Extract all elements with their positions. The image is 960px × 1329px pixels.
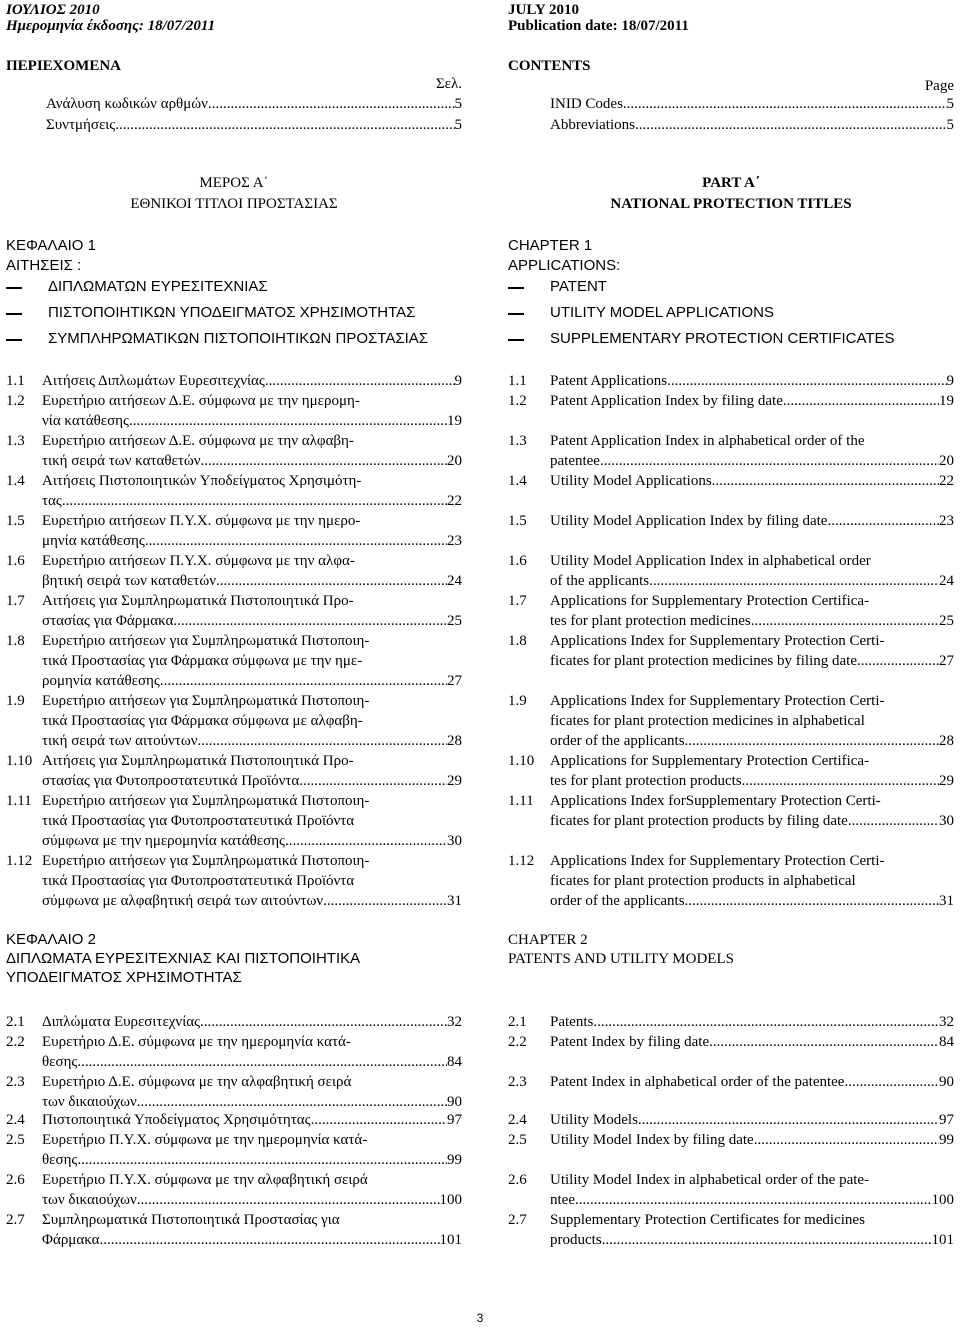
toc-entry-number: 2.3 bbox=[6, 1074, 25, 1090]
dot-leader bbox=[137, 1190, 440, 1210]
toc-entry-page: 20 bbox=[447, 453, 462, 469]
toc-entry-text: Ευρετήριο αιτήσεων για Συμπληρωματικά Πιστοποιη- bbox=[42, 853, 370, 869]
toc-entry-number: 2.3 bbox=[508, 1074, 527, 1090]
toc-entry-line bbox=[508, 871, 954, 891]
toc-entry-text: Patent Application Index in alphabetical order of the bbox=[550, 433, 865, 449]
toc-entry-line bbox=[6, 1210, 462, 1230]
toc-entry-line bbox=[6, 1052, 462, 1072]
dot-leader bbox=[575, 1190, 932, 1210]
toc-entry-number: 2.5 bbox=[6, 1132, 25, 1148]
header-date: Publication date: 18/07/2011 bbox=[508, 18, 689, 34]
dot-leader bbox=[848, 811, 939, 831]
toc-entry-page: 24 bbox=[939, 573, 954, 589]
toc-entry-number: 1.5 bbox=[508, 513, 527, 529]
toc-entry-line bbox=[508, 1072, 954, 1092]
toc-entry-line bbox=[6, 731, 462, 751]
dot-leader bbox=[216, 571, 447, 591]
toc-entry-number: 1.10 bbox=[6, 753, 33, 769]
dot-leader bbox=[754, 1130, 939, 1150]
dot-leader bbox=[857, 651, 939, 671]
toc-entry-line bbox=[6, 1072, 462, 1092]
toc-entry-text: products bbox=[550, 1232, 602, 1248]
toc-entry-text: order of the applicants bbox=[550, 733, 685, 749]
toc-entry-text: Patent Application Index by filing date bbox=[550, 393, 783, 409]
toc-entry-page: 100 bbox=[439, 1192, 462, 1208]
toc-entry-line bbox=[508, 551, 954, 571]
chapter-title: PATENTS AND UTILITY MODELS bbox=[508, 951, 734, 967]
toc-entry-number: 1.8 bbox=[6, 633, 25, 649]
toc-entry-text: σύμφωνα με την ημερομηνία κατάθεσης bbox=[42, 833, 285, 849]
toc-entry-text: Patents bbox=[550, 1014, 594, 1030]
dash-bullet bbox=[508, 287, 524, 289]
toc-entry-line bbox=[508, 371, 954, 391]
toc-entry-number: 1.11 bbox=[6, 793, 32, 809]
toc-entry-text: Utility Model Application Index by filing date bbox=[550, 513, 828, 529]
toc-entry-text: μηνία κατάθεσης bbox=[42, 533, 145, 549]
header-date: Ημερομηνία έκδοσης: 18/07/2011 bbox=[6, 18, 216, 34]
toc-entry-line bbox=[508, 1032, 954, 1052]
toc-entry-number: 2.6 bbox=[508, 1172, 527, 1188]
toc-entry-page: 19 bbox=[447, 413, 462, 429]
toc-entry-text: Ευρετήριο Δ.Ε. σύμφωνα με την ημερομηνία κατά- bbox=[42, 1034, 351, 1050]
toc-entry-text: Διπλώματα Ευρεσιτεχνίας bbox=[42, 1014, 201, 1030]
toc-entry-text: ρομηνία κατάθεσης bbox=[42, 673, 160, 689]
toc-entry-text: Applications Index for Supplementary Protection Certi- bbox=[550, 853, 885, 869]
toc-entry-number: 1.2 bbox=[508, 393, 527, 409]
dot-leader bbox=[62, 491, 447, 511]
toc-entry-line bbox=[6, 1092, 462, 1112]
toc-entry-text: τικά Προστασίας για Φάρμακα σύμφωνα με την ημε- bbox=[42, 653, 363, 669]
toc-entry-text: Φάρμακα bbox=[42, 1232, 100, 1248]
dot-leader bbox=[285, 831, 447, 851]
contents-title: CONTENTS bbox=[508, 58, 591, 74]
chapter-heading: CHAPTER 1 bbox=[508, 237, 593, 254]
part-title: PART A΄ bbox=[702, 175, 760, 191]
toc-entry-text: Αιτήσεις Διπλωμάτων Ευρεσιτεχνίας bbox=[42, 373, 265, 389]
toc-entry-line bbox=[508, 711, 954, 731]
toc-entry-page: 29 bbox=[447, 773, 462, 789]
toc-entry-line bbox=[508, 651, 954, 671]
toc-entry-text: Ευρετήριο Π.Υ.Χ. σύμφωνα με την αλφαβητική σειρά bbox=[42, 1172, 368, 1188]
toc-entry-number: 2.1 bbox=[6, 1014, 25, 1030]
dot-leader bbox=[742, 771, 939, 791]
toc-entry-line bbox=[6, 371, 462, 391]
toc-entry-page: 19 bbox=[939, 393, 954, 409]
toc-entry-number: 1.5 bbox=[6, 513, 25, 529]
toc-entry-page: 31 bbox=[447, 893, 462, 909]
header-month: ΙΟΥΛΙΟΣ 2010 bbox=[6, 2, 100, 18]
toc-entry-page: 90 bbox=[447, 1094, 462, 1110]
toc-entry-text: Ευρετήριο Δ.Ε. σύμφωνα με την αλφαβητική σειρά bbox=[42, 1074, 352, 1090]
toc-entry-number: 2.7 bbox=[6, 1212, 25, 1228]
toc-entry-text: patentee bbox=[550, 453, 600, 469]
toc-entry-text: Ευρετήριο Π.Υ.Χ. σύμφωνα με την ημερομηνία κατά- bbox=[42, 1132, 368, 1148]
part-title: ΜΕΡΟΣ Α΄ bbox=[199, 175, 269, 191]
toc-entry-line bbox=[6, 411, 462, 431]
toc-entry-page: 29 bbox=[939, 773, 954, 789]
toc-entry-line bbox=[6, 691, 462, 711]
toc-entry-text: Πιστοποιητικά Υποδείγματος Χρησιμότητας bbox=[42, 1112, 311, 1128]
dot-leader bbox=[160, 671, 447, 691]
dot-leader bbox=[844, 1072, 939, 1092]
toc-entry-page: 84 bbox=[939, 1034, 954, 1050]
toc-entry-text: στασίας για Φάρμακα bbox=[42, 613, 174, 629]
toc-entry-number: 2.5 bbox=[508, 1132, 527, 1148]
toc-entry-line bbox=[508, 771, 954, 791]
toc-entry-page: 97 bbox=[939, 1112, 954, 1128]
toc-entry-line bbox=[6, 1190, 462, 1210]
toc-entry-text: Ευρετήριο αιτήσεων για Συμπληρωματικά Πιστοποιη- bbox=[42, 633, 370, 649]
toc-entry-text: Utility Model Index by filing date bbox=[550, 1132, 754, 1148]
toc-entry-number: 1.3 bbox=[508, 433, 527, 449]
toc-entry-number: 2.7 bbox=[508, 1212, 527, 1228]
toc-entry-text: Αιτήσεις για Συμπληρωματικά Πιστοποιητικά Προ- bbox=[42, 593, 354, 609]
toc-entry-text: στασίας για Φυτοπροστατευτικά Προϊόντα bbox=[42, 773, 300, 789]
toc-entry-text: Utility Models bbox=[550, 1112, 638, 1128]
toc-entry-line bbox=[6, 631, 462, 651]
dot-leader bbox=[197, 731, 447, 751]
toc-entry-line bbox=[6, 491, 462, 511]
header-month: JULY 2010 bbox=[508, 2, 579, 18]
toc-entry-page: 27 bbox=[939, 653, 954, 669]
page-column-label: Page bbox=[924, 78, 954, 94]
chapter-title: ΔΙΠΛΩΜΑΤΑ ΕΥΡΕΣΙΤΕΧΝΙΑΣ ΚΑΙ ΠΙΣΤΟΠΟΙΗΤΙΚΑ bbox=[6, 950, 361, 967]
toc-entry-line bbox=[508, 1170, 954, 1190]
dot-leader bbox=[129, 411, 447, 431]
toc-entry-text: tes for plant protection products bbox=[550, 773, 742, 789]
toc-entry-page: 30 bbox=[939, 813, 954, 829]
toc-entry-line bbox=[508, 1230, 954, 1250]
toc-entry-line bbox=[6, 431, 462, 451]
toc-entry-number: 1.12 bbox=[6, 853, 33, 869]
toc-entry-text: Ευρετήριο αιτήσεων για Συμπληρωματικά Πιστοποιη- bbox=[42, 793, 370, 809]
toc-entry-line bbox=[6, 811, 462, 831]
toc-entry-page: 31 bbox=[939, 893, 954, 909]
toc-entry-line bbox=[508, 1210, 954, 1230]
toc-entry-text: Applications for Supplementary Protection Certifica- bbox=[550, 593, 870, 609]
dot-leader bbox=[685, 731, 939, 751]
toc-entry-text: Applications Index forSupplementary Protection Certi- bbox=[550, 793, 881, 809]
toc-entry-line bbox=[6, 1230, 462, 1250]
toc-entry-page: 97 bbox=[447, 1112, 462, 1128]
toc-entry-page: 32 bbox=[447, 1014, 462, 1030]
toc-entry-page: 100 bbox=[931, 1192, 954, 1208]
toc-entry-line bbox=[6, 591, 462, 611]
toc-entry-number: 1.9 bbox=[6, 693, 25, 709]
toc-entry-page: 99 bbox=[447, 1152, 462, 1168]
toc-entry-text: Patent Index by filing date bbox=[550, 1034, 710, 1050]
toc-entry-text: Patent Index in alphabetical order of the patentee bbox=[550, 1074, 845, 1090]
dot-leader bbox=[299, 771, 447, 791]
toc-entry-page: 22 bbox=[447, 493, 462, 509]
dot-leader bbox=[667, 371, 946, 391]
front-entry: Συντμήσεις ..... 5 bbox=[6, 115, 462, 135]
dash-item: SUPPLEMENTARY PROTECTION CERTIFICATES bbox=[550, 330, 895, 347]
toc-entry-number: 1.6 bbox=[508, 553, 527, 569]
dot-leader bbox=[137, 1092, 447, 1112]
toc-entry-text: ficates for plant protection medicines in alphabetical bbox=[550, 713, 865, 729]
toc-entry-line bbox=[6, 471, 462, 491]
toc-entry-text: ficates for plant protection medicines by filing date bbox=[550, 653, 857, 669]
toc-entry-page: 101 bbox=[439, 1232, 462, 1248]
toc-entry-line bbox=[6, 891, 462, 911]
dot-leader bbox=[709, 1032, 939, 1052]
dot-leader bbox=[649, 571, 939, 591]
toc-entry-number: 2.2 bbox=[508, 1034, 527, 1050]
dot-leader bbox=[638, 1110, 939, 1130]
toc-entry-number: 2.1 bbox=[508, 1014, 527, 1030]
dot-leader bbox=[685, 891, 939, 911]
toc-entry-number: 1.1 bbox=[6, 373, 25, 389]
toc-entry-page: 27 bbox=[447, 673, 462, 689]
toc-entry-number: 1.4 bbox=[6, 473, 25, 489]
toc-entry-text: ficates for plant protection products in alphabetical bbox=[550, 873, 856, 889]
toc-entry-number: 2.4 bbox=[508, 1112, 527, 1128]
toc-entry-text: order of the applicants bbox=[550, 893, 685, 909]
chapter-heading: ΚΕΦΑΛΑΙΟ 2 bbox=[6, 931, 96, 948]
toc-entry-text: ntee bbox=[550, 1192, 575, 1208]
toc-entry-line bbox=[508, 791, 954, 811]
toc-entry-page: 25 bbox=[447, 613, 462, 629]
toc-entry-page: 84 bbox=[447, 1054, 462, 1070]
toc-entry-line bbox=[508, 891, 954, 911]
toc-entry-number: 1.3 bbox=[6, 433, 25, 449]
dot-leader bbox=[600, 451, 939, 471]
toc-entry-page: 99 bbox=[939, 1132, 954, 1148]
dot-leader bbox=[173, 611, 447, 631]
toc-entry-line bbox=[508, 471, 954, 491]
dash-item: ΔΙΠΛΩΜΑΤΩΝ ΕΥΡΕΣΙΤΕΧΝΙΑΣ bbox=[48, 278, 268, 295]
toc-entry-line bbox=[6, 1032, 462, 1052]
toc-entry-line bbox=[508, 511, 954, 531]
toc-entry-page: 101 bbox=[931, 1232, 954, 1248]
toc-entry-line bbox=[6, 551, 462, 571]
contents-title: ΠΕΡΙΕΧΟΜΕΝΑ bbox=[6, 58, 122, 74]
toc-entry-line bbox=[508, 811, 954, 831]
toc-entry-page: 9 bbox=[946, 373, 954, 389]
toc-entry-line bbox=[6, 1110, 462, 1130]
toc-entry-line bbox=[6, 771, 462, 791]
toc-entry-page: 22 bbox=[939, 473, 954, 489]
part-subtitle: ΕΘΝΙΚΟΙ ΤΙΤΛΟΙ ΠΡΟΣΤΑΣΙΑΣ bbox=[130, 196, 338, 212]
dot-leader bbox=[145, 531, 447, 551]
toc-entry-text: ficates for plant protection products by filing date bbox=[550, 813, 848, 829]
toc-entry-text: Ευρετήριο αιτήσεων για Συμπληρωματικά Πιστοποιη- bbox=[42, 693, 370, 709]
toc-entry-number: 1.2 bbox=[6, 393, 25, 409]
toc-entry-text: tes for plant protection medicines bbox=[550, 613, 751, 629]
part-subtitle: NATIONAL PROTECTION TITLES bbox=[610, 196, 852, 212]
toc-entry-text: τική σειρά των καταθετών bbox=[42, 453, 201, 469]
dot-leader bbox=[100, 1230, 440, 1250]
applications-label: APPLICATIONS: bbox=[508, 257, 621, 274]
dot-leader bbox=[323, 891, 447, 911]
toc-entry-text: Ευρετήριο αιτήσεων Π.Υ.Χ. σύμφωνα με την ημερο- bbox=[42, 513, 361, 529]
toc-entry-page: 90 bbox=[939, 1074, 954, 1090]
toc-entry-number: 1.10 bbox=[508, 753, 535, 769]
toc-entry-text: Συμπληρωματικά Πιστοποιητικά Προστασίας για bbox=[42, 1212, 340, 1228]
toc-entry-line bbox=[508, 611, 954, 631]
dot-leader bbox=[265, 371, 455, 391]
toc-entry-line bbox=[508, 391, 954, 411]
toc-entry-text: Applications Index for Supplementary Protection Certi- bbox=[550, 693, 885, 709]
front-entry: Abbreviations ..... 5 bbox=[508, 115, 954, 135]
toc-entry-text: Αιτήσεις Πιστοποιητικών Υποδείγματος Χρησιμότη- bbox=[42, 473, 362, 489]
dash-item: UTILITY MODEL APPLICATIONS bbox=[550, 304, 774, 321]
chapter-title: ΥΠΟΔΕΙΓΜΑΤΟΣ ΧΡΗΣΙΜΟΤΗΤΑΣ bbox=[6, 969, 242, 986]
toc-entry-line bbox=[508, 1012, 954, 1032]
toc-entry-page: 30 bbox=[447, 833, 462, 849]
toc-entry-number: 2.2 bbox=[6, 1034, 25, 1050]
toc-entry-page: 23 bbox=[939, 513, 954, 529]
toc-entry-line bbox=[508, 451, 954, 471]
toc-entry-page: 25 bbox=[939, 613, 954, 629]
toc-entry-line bbox=[508, 1110, 954, 1130]
front-entry: INID Codes ..... 5 bbox=[508, 94, 954, 114]
toc-entry-line bbox=[6, 1170, 462, 1190]
toc-entry-page: 24 bbox=[447, 573, 462, 589]
toc-entry-number: 2.4 bbox=[6, 1112, 25, 1128]
toc-entry-number: 1.7 bbox=[508, 593, 527, 609]
dot-leader bbox=[751, 611, 939, 631]
dot-leader bbox=[201, 451, 447, 471]
toc-entry-page: 23 bbox=[447, 533, 462, 549]
dot-leader bbox=[602, 1230, 932, 1250]
toc-entry-text: νία κατάθεσης bbox=[42, 413, 129, 429]
toc-entry-line bbox=[6, 611, 462, 631]
toc-entry-text: Applications Index for Supplementary Protection Certi- bbox=[550, 633, 885, 649]
dot-leader bbox=[827, 511, 939, 531]
toc-entry-text: Utility Model Application Index in alphabetical order bbox=[550, 553, 871, 569]
toc-entry-line bbox=[6, 671, 462, 691]
page-number: 3 bbox=[476, 1311, 484, 1325]
dot-leader bbox=[783, 391, 939, 411]
dash-bullet bbox=[508, 313, 524, 315]
toc-entry-line bbox=[508, 731, 954, 751]
toc-entry-text: Patent Applications bbox=[550, 373, 668, 389]
toc-entry-line bbox=[6, 831, 462, 851]
toc-entry-line bbox=[6, 1150, 462, 1170]
toc-entry-number: 1.4 bbox=[508, 473, 527, 489]
dash-item: ΠΙΣΤΟΠΟΙΗΤΙΚΩΝ ΥΠΟΔΕΙΓΜΑΤΟΣ ΧΡΗΣΙΜΟΤΗΤΑΣ bbox=[48, 304, 416, 321]
dash-bullet bbox=[508, 339, 524, 341]
toc-entry-number: 1.12 bbox=[508, 853, 535, 869]
applications-label: ΑΙΤΗΣΕΙΣ : bbox=[6, 257, 82, 274]
dot-leader bbox=[311, 1110, 447, 1130]
chapter-heading: CHAPTER 2 bbox=[508, 932, 588, 948]
toc-entry-line bbox=[508, 431, 954, 451]
dash-bullet bbox=[6, 287, 22, 289]
toc-entry-line bbox=[508, 631, 954, 651]
toc-entry-text: βητική σειρά των καταθετών bbox=[42, 573, 216, 589]
toc-entry-line bbox=[508, 591, 954, 611]
dash-item: ΣΥΜΠΛΗΡΩΜΑΤΙΚΩΝ ΠΙΣΤΟΠΟΙΗΤΙΚΩΝ ΠΡΟΣΤΑΣΙΑΣ bbox=[48, 330, 429, 347]
page-column-label: Σελ. bbox=[435, 76, 462, 92]
toc-entry-number: 1.6 bbox=[6, 553, 25, 569]
toc-entry-page: 32 bbox=[939, 1014, 954, 1030]
toc-entry-number: 1.8 bbox=[508, 633, 527, 649]
front-entry: Ανάλυση κωδικών αρθμών ..... 5 bbox=[6, 94, 462, 114]
toc-entry-text: of the applicants bbox=[550, 573, 650, 589]
dot-leader bbox=[712, 471, 939, 491]
toc-entry-number: 1.9 bbox=[508, 693, 527, 709]
toc-entry-text: σύμφωνα με αλφαβητική σειρά των αιτούντων bbox=[42, 893, 324, 909]
toc-entry-line bbox=[6, 651, 462, 671]
toc-entry-line bbox=[508, 851, 954, 871]
toc-entry-page: 20 bbox=[939, 453, 954, 469]
toc-entry-text: Ευρετήριο αιτήσεων Δ.Ε. σύμφωνα με την ημερομη- bbox=[42, 393, 360, 409]
toc-entry-line bbox=[6, 391, 462, 411]
toc-entry-line bbox=[508, 691, 954, 711]
toc-entry-number: 1.1 bbox=[508, 373, 527, 389]
toc-entry-text: Utility Model Applications bbox=[550, 473, 712, 489]
toc-entry-line bbox=[508, 1190, 954, 1210]
toc-entry-text: τικά Προστασίας για Φάρμακα σύμφωνα με αλφαβη- bbox=[42, 713, 363, 729]
toc-entry-text: Ευρετήριο αιτήσεων Π.Υ.Χ. σύμφωνα με την αλφα- bbox=[42, 553, 355, 569]
toc-entry-text: των δικαιούχων bbox=[42, 1094, 137, 1110]
toc-entry-line bbox=[6, 751, 462, 771]
toc-entry-text: τικά Προστασίας για Φυτοπροστατευτικά Προϊόντα bbox=[42, 873, 355, 889]
toc-entry-line bbox=[508, 571, 954, 591]
toc-entry-text: Applications for Supplementary Protection Certifica- bbox=[550, 753, 870, 769]
toc-entry-text: τική σειρά των αιτούντων bbox=[42, 733, 198, 749]
toc-entry-line bbox=[6, 871, 462, 891]
toc-entry-line bbox=[508, 1130, 954, 1150]
toc-entry-line bbox=[6, 451, 462, 471]
toc-entry-text: των δικαιούχων bbox=[42, 1192, 137, 1208]
dot-leader bbox=[593, 1012, 939, 1032]
toc-entry-line bbox=[6, 791, 462, 811]
toc-entry-text: τας bbox=[42, 493, 62, 509]
dot-leader bbox=[77, 1052, 447, 1072]
toc-entry-text: Αιτήσεις για Συμπληρωματικά Πιστοποιητικά Προ- bbox=[42, 753, 354, 769]
toc-entry-text: θεσης bbox=[42, 1054, 78, 1070]
dash-bullet bbox=[6, 313, 22, 315]
toc-entry-text: θεσης bbox=[42, 1152, 78, 1168]
toc-entry-number: 1.7 bbox=[6, 593, 25, 609]
toc-entry-page: 9 bbox=[454, 373, 462, 389]
toc-entry-number: 2.6 bbox=[6, 1172, 25, 1188]
toc-entry-text: τικά Προστασίας για Φυτοπροστατευτικά Προϊόντα bbox=[42, 813, 355, 829]
toc-entry-page: 28 bbox=[447, 733, 462, 749]
toc-entry-line bbox=[6, 531, 462, 551]
toc-entry-line bbox=[6, 851, 462, 871]
toc-entry-page: 28 bbox=[939, 733, 954, 749]
dash-item: PATENT bbox=[550, 278, 607, 295]
toc-entry-line bbox=[508, 751, 954, 771]
toc-entry-line bbox=[6, 1130, 462, 1150]
toc-entry-line bbox=[6, 571, 462, 591]
toc-entry-text: Supplementary Protection Certificates for medicines bbox=[550, 1212, 865, 1228]
dot-leader bbox=[200, 1012, 447, 1032]
toc-entry-number: 1.11 bbox=[508, 793, 534, 809]
toc-entry-text: Ευρετήριο αιτήσεων Δ.Ε. σύμφωνα με την αλφαβη- bbox=[42, 433, 354, 449]
chapter-heading: ΚΕΦΑΛΑΙΟ 1 bbox=[6, 237, 96, 254]
dot-leader bbox=[77, 1150, 447, 1170]
dash-bullet bbox=[6, 339, 22, 341]
toc-entry-line bbox=[6, 711, 462, 731]
toc-entry-text: Utility Model Index in alphabetical order of the pate- bbox=[550, 1172, 870, 1188]
toc-entry-line bbox=[6, 1012, 462, 1032]
toc-entry-line bbox=[6, 511, 462, 531]
